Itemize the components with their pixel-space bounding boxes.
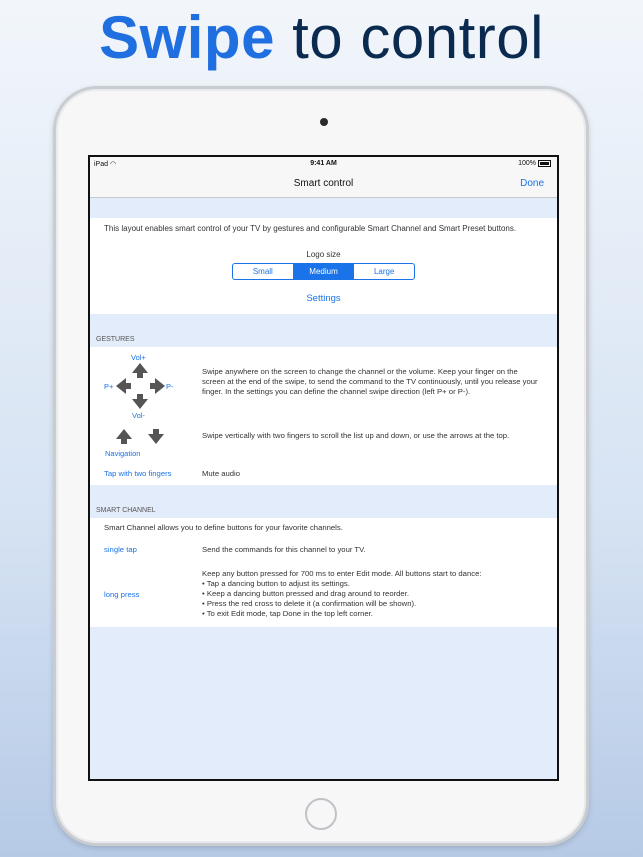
headline-accent: Swipe <box>99 4 275 71</box>
long-press-row <box>90 569 557 619</box>
long-press-line: • Keep a dancing button pressed and drag around to reorder. <box>202 589 409 598</box>
status-battery: 100% <box>518 160 551 167</box>
long-press-label: long press <box>104 589 140 599</box>
battery-icon <box>538 160 551 167</box>
long-press-description <box>202 569 557 619</box>
intro-text: This layout enables smart control of your TV by gestures and configurable Smart Channel and Smart Preset buttons. <box>104 224 517 233</box>
status-time: 9:41 AM <box>310 160 337 167</box>
gestures-section <box>90 347 557 485</box>
two-finger-description: Mute audio <box>202 469 241 478</box>
smart-channel-section <box>90 518 557 627</box>
arrow-left-icon <box>116 378 126 394</box>
gestures-header: GESTURES <box>96 336 135 343</box>
status-device: iPad ◠ <box>94 161 117 168</box>
intro-section <box>90 218 557 314</box>
smart-channel-intro: Smart Channel allows you to define buttons for your favorite channels. <box>104 523 343 532</box>
wifi-icon: ◠ <box>109 161 117 168</box>
arrow-right-stem <box>150 383 155 389</box>
segment-medium[interactable]: Medium <box>294 264 355 279</box>
logo-size-segmented-control[interactable] <box>232 263 415 280</box>
segment-small[interactable]: Small <box>233 264 294 279</box>
two-finger-label: Tap with two fingers <box>104 469 172 478</box>
swipe-row <box>90 353 557 421</box>
arrow-down-stem <box>137 394 143 399</box>
nav-bar <box>90 171 557 198</box>
nav-up-stem <box>121 439 127 444</box>
status-bar <box>90 157 557 171</box>
arrow-left-stem <box>126 383 131 389</box>
navigation-row <box>90 429 557 463</box>
segment-large[interactable]: Large <box>373 267 395 276</box>
nav-up-icon <box>116 429 132 439</box>
p-plus-label: P+ <box>104 382 114 391</box>
settings-button[interactable]: Settings <box>306 293 341 304</box>
long-press-line: • Press the red cross to delete it (a confirmation will be shown). <box>202 599 417 608</box>
ipad-frame <box>53 86 589 846</box>
done-button[interactable]: Done <box>520 178 544 189</box>
vol-down-label: Vol- <box>132 411 145 420</box>
nav-down-icon <box>148 434 164 444</box>
long-press-line: Keep any button pressed for 700 ms to enter Edit mode. All buttons start to dance: <box>202 569 482 578</box>
arrow-down-icon <box>132 399 148 409</box>
p-minus-label: P- <box>166 382 174 391</box>
long-press-line: • Tap a dancing button to adjust its settings. <box>202 579 350 588</box>
nav-down-stem <box>153 429 159 434</box>
section-spacer <box>90 198 557 218</box>
camera-icon <box>320 118 328 126</box>
single-tap-row <box>90 545 557 555</box>
long-press-line: • To exit Edit mode, tap Done in the top left corner. <box>202 609 373 618</box>
single-tap-label: single tap <box>104 545 137 554</box>
screen <box>88 155 559 781</box>
arrow-up-stem <box>137 373 143 378</box>
arrow-right-icon <box>155 378 165 394</box>
two-finger-row <box>90 469 557 479</box>
navigation-arrows <box>104 429 184 463</box>
navigation-label: Navigation <box>105 449 141 458</box>
vol-up-label: Vol+ <box>131 353 146 362</box>
headline <box>0 2 643 74</box>
swipe-arrow-pad <box>104 353 184 421</box>
page-title: Smart control <box>293 178 354 189</box>
home-button[interactable] <box>305 798 337 830</box>
headline-rest: to control <box>274 4 544 71</box>
single-tap-description: Send the commands for this channel to your TV. <box>202 545 366 554</box>
arrow-up-icon <box>132 363 148 373</box>
swipe-description: Swipe anywhere on the screen to change the channel or the volume. Keep your finger on the screen at the end of the swipe, to send the command to the TV continuously, until you release your finger. In the settings you can define the channel swipe direction (left P+ or P-). <box>202 367 538 396</box>
logo-size-label: Logo size <box>306 250 341 259</box>
navigation-description: Swipe vertically with two fingers to scroll the list up and down, or use the arrows at the top. <box>202 431 510 440</box>
smart-channel-header: SMART CHANNEL <box>96 507 156 514</box>
